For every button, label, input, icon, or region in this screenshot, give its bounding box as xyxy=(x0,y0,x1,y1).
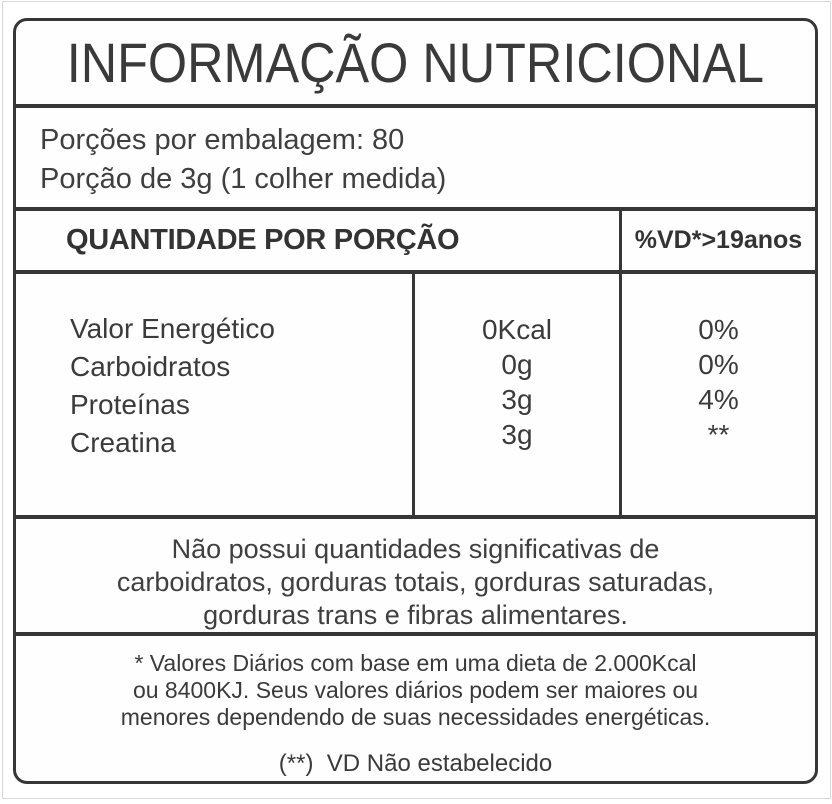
no-significant-line: carboidratos, gorduras totais, gorduras saturadas, xyxy=(116,567,715,597)
nutrient-name: Creatina xyxy=(70,427,176,458)
nutrient-amount: 0Kcal xyxy=(481,314,553,345)
daily-values-footnote-section xyxy=(16,636,815,781)
nutrient-vd: 4% xyxy=(698,384,739,415)
column-header-vd: %VD*>19anos xyxy=(619,211,815,270)
nutrient-amount-column xyxy=(412,274,619,515)
nutrient-vd: 0% xyxy=(698,349,739,380)
label-title: INFORMAÇÃO NUTRICIONAL xyxy=(66,31,765,94)
table-header-row xyxy=(16,211,815,274)
no-significant-line: gorduras trans e fibras alimentares. xyxy=(203,600,628,630)
servings-per-package-text: Porções por embalagem: 80 xyxy=(40,124,405,156)
nutrient-name: Proteínas xyxy=(70,389,190,420)
footnote-line: menores dependendo de suas necessidades energéticas. xyxy=(120,704,711,730)
serving-size-text: Porção de 3g (1 colher medida) xyxy=(40,163,447,195)
title-section xyxy=(16,21,815,108)
nutrient-table-body xyxy=(16,274,815,519)
nutrient-vd: 0% xyxy=(698,314,739,345)
nutrition-facts-label xyxy=(13,18,818,784)
nutrient-name-column xyxy=(16,274,412,515)
serving-info-section xyxy=(16,108,815,211)
no-significant-line: Não possui quantidades significativas de xyxy=(171,534,660,564)
nutrient-amount: 3g xyxy=(501,384,533,415)
nutrient-vd: ** xyxy=(707,419,730,450)
footnote-line: ou 8400KJ. Seus valores diários podem ser maiores ou xyxy=(132,677,699,703)
nutrient-amount: 0g xyxy=(501,349,533,380)
footnote-line: * Valores Diários com base em uma dieta de 2.000Kcal xyxy=(134,650,697,676)
nutrient-amount: 3g xyxy=(501,419,533,450)
column-header-quantity: QUANTIDADE POR PORÇÃO xyxy=(66,224,460,256)
nutrient-vd-column xyxy=(619,274,815,515)
no-significant-amounts-section xyxy=(16,519,815,636)
nutrient-name: Carboidratos xyxy=(70,351,231,382)
nutrient-name: Valor Energético xyxy=(70,313,275,344)
vd-not-established-note: (**) VD Não estabelecido xyxy=(278,750,553,777)
